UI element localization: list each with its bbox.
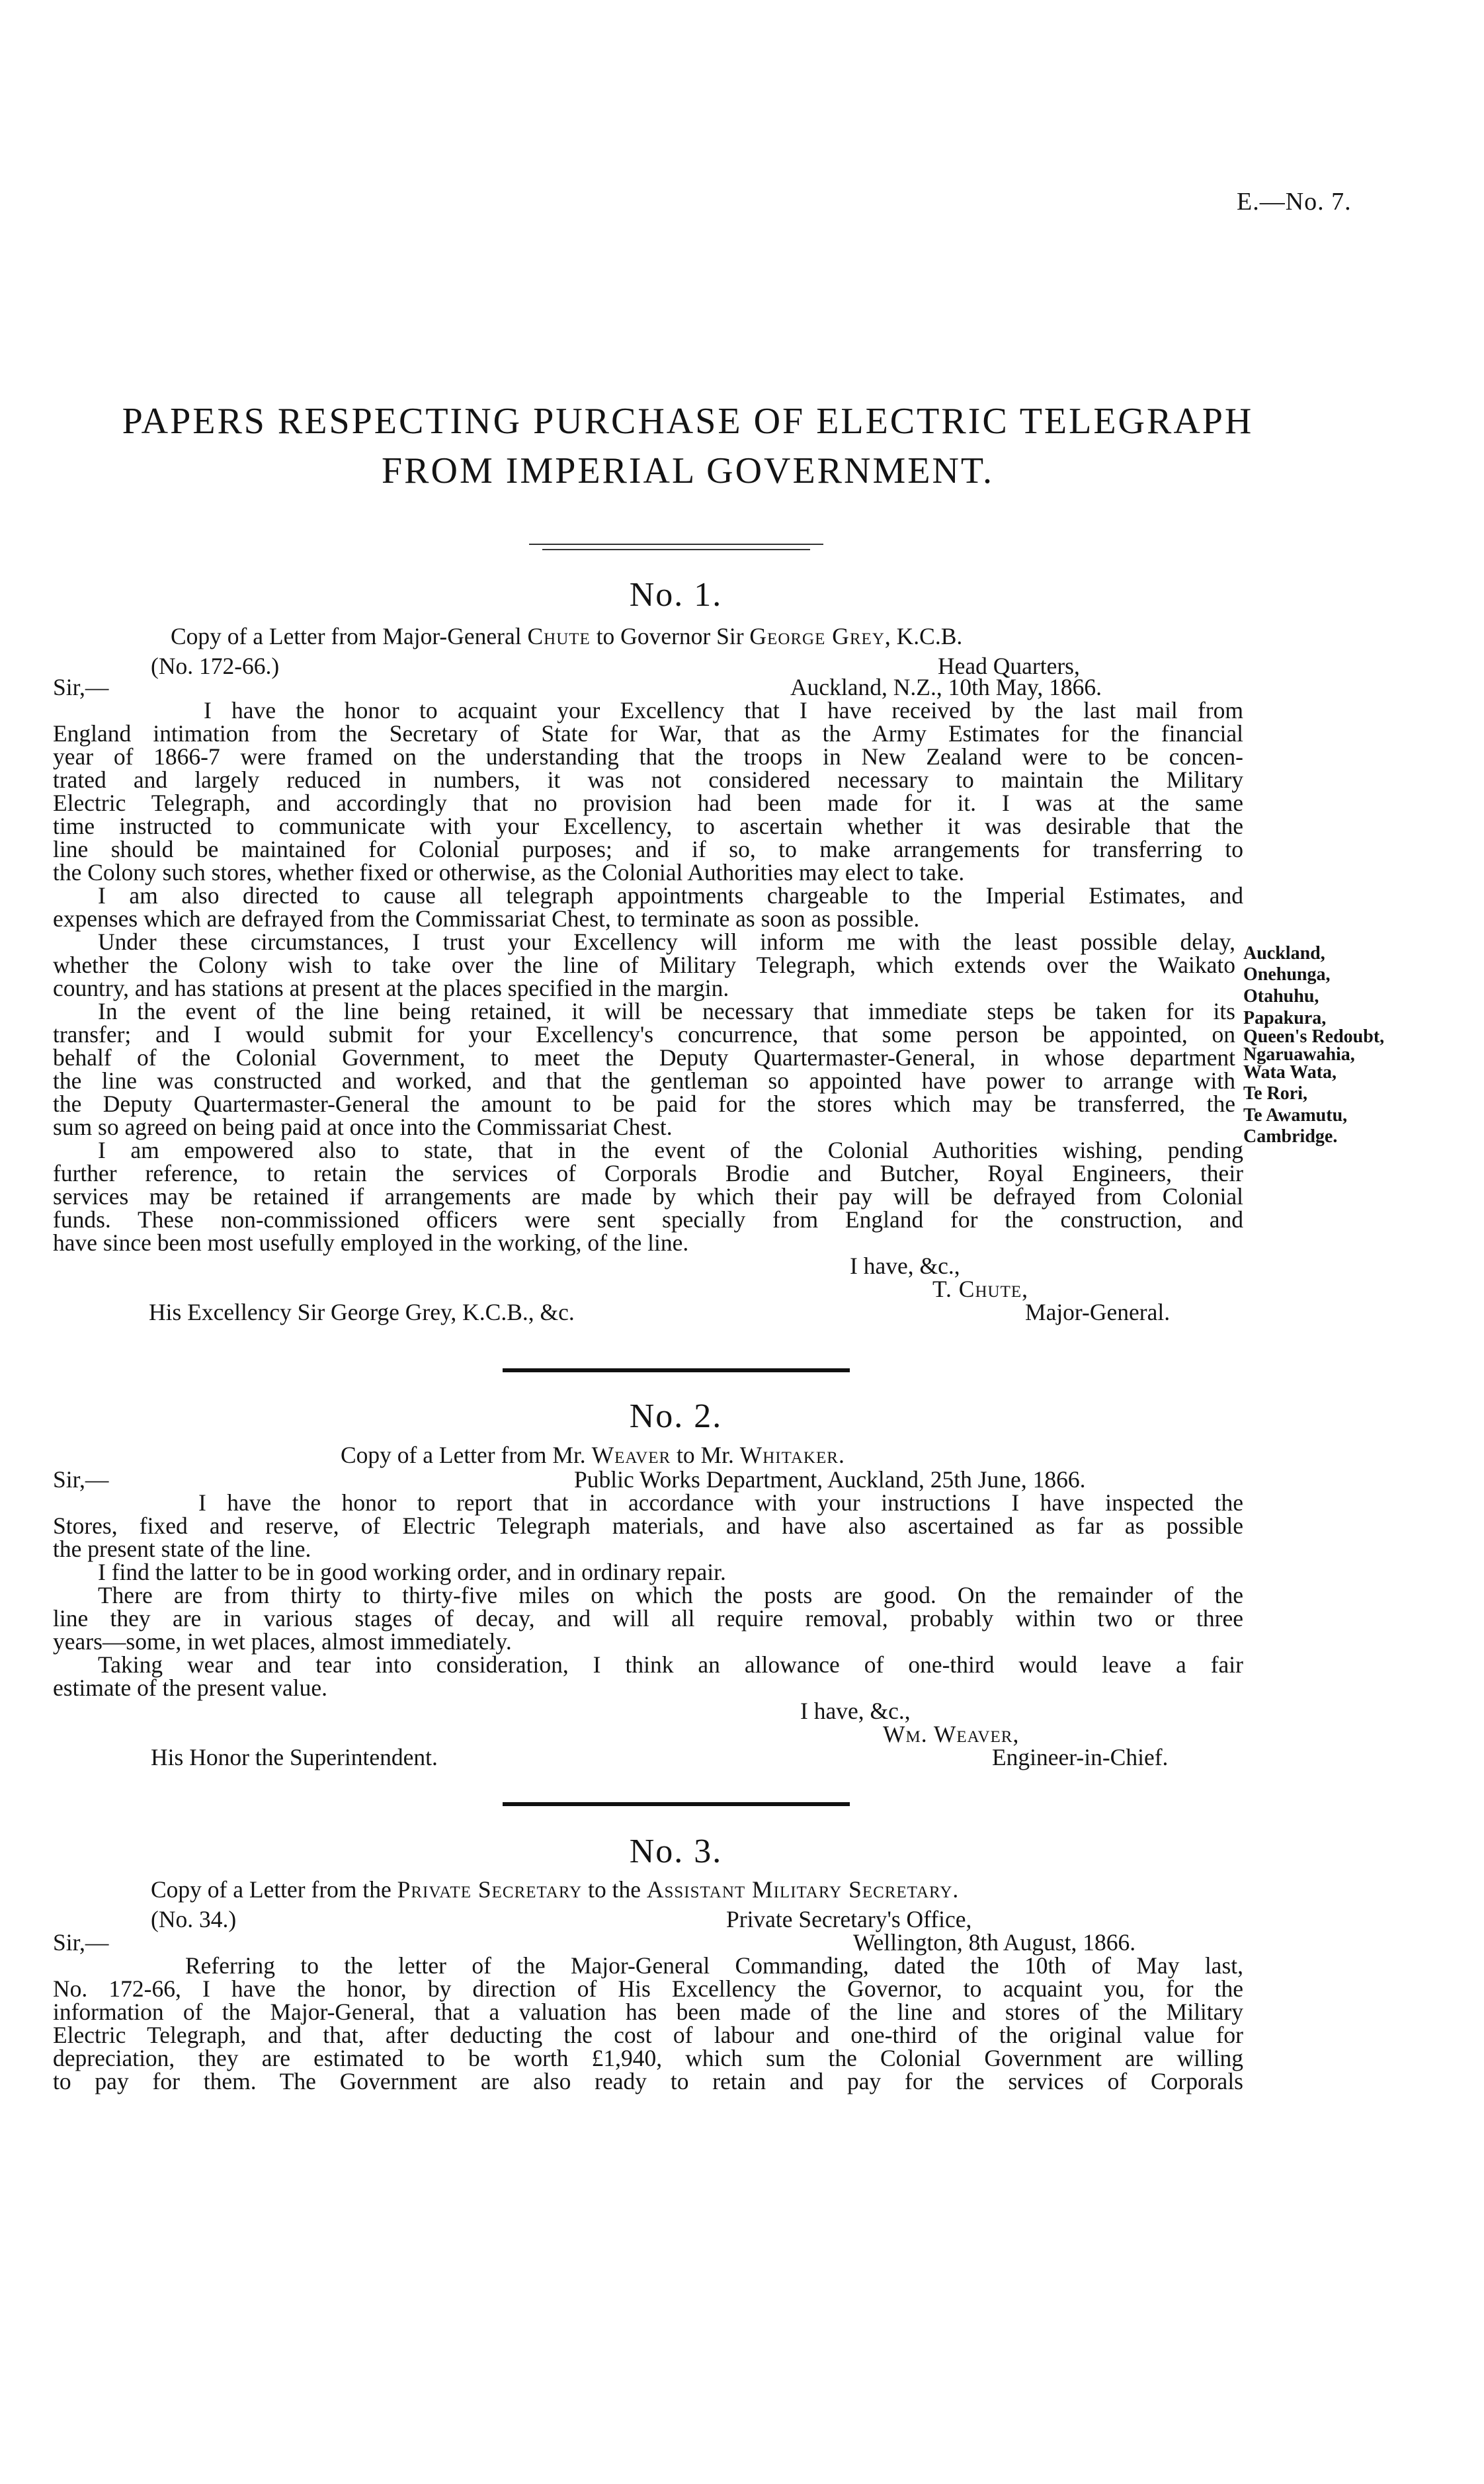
letter-3-place-1: Private Secretary's Office, <box>726 1906 972 1932</box>
letter-1-signature: T. Chute, <box>932 1276 1029 1302</box>
letter-2-line: estimate of the present value. <box>53 1675 327 1701</box>
letter-1-line: Under these circumstances, I trust your Excellency will inform me with the least possible delay, <box>98 929 1235 955</box>
page-reference: E.—No. 7. <box>1237 188 1352 216</box>
margin-station: Auckland, <box>1243 943 1325 964</box>
letter-1-line: funds. These non-commissioned officers were sent specially from England for the construction, and <box>53 1206 1243 1233</box>
letter-1-line: have since been most usefully employed in the working, of the line. <box>53 1229 689 1256</box>
letter-1-line: behalf of the Colonial Government, to meet the Deputy Quartermaster-General, in whose department <box>53 1044 1235 1071</box>
letter-1-salutation: Sir,— <box>53 674 109 700</box>
margin-station: Te Rori, <box>1243 1083 1307 1104</box>
letter-1-addressee: His Excellency Sir George Grey, K.C.B., &c. <box>149 1299 575 1325</box>
margin-station: Otahuhu, <box>1243 986 1319 1007</box>
letter-1-number: No. 1. <box>629 576 723 614</box>
letter-1-line: expenses which are defrayed from the Commissariat Chest, to terminate as soon as possible. <box>53 905 920 932</box>
letter-3-line: to pay for them. The Government are also ready to retain and pay for the services of Corporals <box>53 2068 1243 2094</box>
letter-1-line: Electric Telegraph, and accordingly that no provision had been made for it. I was at the same <box>53 790 1243 816</box>
letter-1-heading: Copy of a Letter from Major-General Chute to Governor Sir George Grey, K.C.B. <box>171 623 963 649</box>
letter-1-line: country, and has stations at present at the places specified in the margin. <box>53 975 729 1001</box>
letter-1-line: I have the honor to acquaint your Excellency that I have received by the last mail from <box>204 697 1243 724</box>
letter-3-heading: Copy of a Letter from the Private Secretary to the Assistant Military Secretary. <box>151 1876 959 1903</box>
letter-1-place-2: Auckland, N.Z., 10th May, 1866. <box>790 674 1102 700</box>
title-divider-lower <box>542 549 810 550</box>
document-title-line-2: FROM IMPERIAL GOVERNMENT. <box>382 450 994 491</box>
letter-1-place-1: Head Quarters, <box>938 653 1080 679</box>
letter-3-from: Private Secretary <box>397 1876 583 1903</box>
letter-2-salutation: Sir,— <box>53 1466 109 1493</box>
letter-1-line: the line was constructed and worked, and that the gentleman so appointed have power to arrange with <box>53 1067 1235 1094</box>
letter-3-line: depreciation, they are estimated to be worth £1,940, which sum the Colonial Government are willing <box>53 2045 1243 2071</box>
letter-3-to: Assistant Military Secretary <box>646 1876 953 1903</box>
letter-2-line: There are from thirty to thirty-five miles on which the posts are good. On the remainder of the <box>98 1582 1243 1608</box>
letter-1-line: line should be maintained for Colonial purposes; and if so, to make arrangements for transferring to <box>53 836 1243 862</box>
letter-1-closing: I have, &c., <box>850 1253 960 1279</box>
letter-3-line: information of the Major-General, that a valuation has been made of the line and stores of the Military <box>53 1999 1243 2025</box>
section-divider <box>503 1368 850 1372</box>
section-divider <box>503 1802 850 1806</box>
letter-1-from: Chute <box>527 623 591 649</box>
title-divider <box>529 544 823 545</box>
margin-station: Onehunga, <box>1243 964 1331 985</box>
letter-1-line: England intimation from the Secretary of State for War, that as the Army Estimates for the financial <box>53 720 1243 747</box>
margin-station: Wata Wata, <box>1243 1062 1337 1083</box>
letter-3-line: Referring to the letter of the Major-General Commanding, dated the 10th of May last, <box>185 1952 1243 1979</box>
letter-1-line: sum so agreed on being paid at once into the Commissariat Chest. <box>53 1114 673 1140</box>
margin-station: Ngaruawahia, <box>1243 1044 1355 1065</box>
letter-1-line: whether the Colony wish to take over the line of Military Telegraph, which extends over the Waikato <box>53 952 1235 978</box>
letter-3-ref: (No. 34.) <box>151 1906 237 1932</box>
letter-2-from: Weaver <box>591 1442 671 1468</box>
margin-station: Cambridge. <box>1243 1126 1338 1147</box>
letter-1-line: I am empowered also to state, that in the event of the Colonial Authorities wishing, pending <box>98 1137 1243 1163</box>
letter-1-line: year of 1866-7 were framed on the understanding that the troops in New Zealand were to be concen- <box>53 743 1243 770</box>
margin-station: Papakura, <box>1243 1008 1327 1028</box>
letter-3-line: No. 172-66, I have the honor, by direction of His Excellency the Governor, to acquaint you, for the <box>53 1975 1243 2002</box>
letter-1-line: further reference, to retain the services of Corporals Brodie and Butcher, Royal Engineers, their <box>53 1160 1243 1186</box>
letter-2-closing: I have, &c., <box>800 1698 911 1724</box>
letter-2-place: Public Works Department, Auckland, 25th June, 1866. <box>574 1466 1086 1493</box>
letter-2-number: No. 2. <box>629 1397 723 1435</box>
letter-3-line: Electric Telegraph, and that, after deducting the cost of labour and one-third of the original value for <box>53 2022 1243 2048</box>
letter-3-number: No. 3. <box>629 1833 723 1870</box>
letter-1-line: time instructed to communicate with your Excellency, to ascertain whether it was desirable that the <box>53 813 1243 839</box>
margin-station: Te Awamutu, <box>1243 1105 1348 1126</box>
letter-1-to: George Grey <box>749 623 885 649</box>
letter-1-line: trated and largely reduced in numbers, it was not considered necessary to maintain the Military <box>53 766 1243 793</box>
document-title-line-1: PAPERS RESPECTING PURCHASE OF ELECTRIC TELEGRAPH <box>122 401 1254 442</box>
letter-2-line: line they are in various stages of decay, and will all require removal, probably within two or three <box>53 1605 1243 1632</box>
letter-1-line: transfer; and I would submit for your Excellency's concurrence, that some person be appointed, on <box>53 1021 1235 1048</box>
letter-2-line: Taking wear and tear into consideration, I think an allowance of one-third would leave a fair <box>98 1651 1243 1678</box>
letter-2-line: I find the latter to be in good working order, and in ordinary repair. <box>98 1559 726 1585</box>
letter-1-ref: (No. 172-66.) <box>151 653 280 679</box>
letter-2-addressee: His Honor the Superintendent. <box>151 1744 438 1770</box>
letter-1-rank: Major-General. <box>1025 1299 1171 1325</box>
letter-1-line: the Deputy Quartermaster-General the amount to be paid for the stores which may be transferred, the <box>53 1091 1235 1117</box>
letter-1-line: In the event of the line being retained, it will be necessary that immediate steps be taken for its <box>98 998 1235 1024</box>
letter-2-line: Stores, fixed and reserve, of Electric Telegraph materials, and have also ascertained as far as possible <box>53 1512 1243 1539</box>
letter-3-place-2: Wellington, 8th August, 1866. <box>853 1929 1136 1956</box>
letter-2-line: I have the honor to report that in accordance with your instructions I have inspected the <box>198 1489 1243 1516</box>
letter-3-salutation: Sir,— <box>53 1929 109 1956</box>
letter-1-line: services may be retained if arrangements are made by which their pay will be defrayed from Colonial <box>53 1183 1243 1210</box>
letter-1-line: the Colony such stores, whether fixed or otherwise, as the Colonial Authorities may elect to take. <box>53 859 965 886</box>
letter-2-rank: Engineer-in-Chief. <box>992 1744 1169 1770</box>
letter-1-line: I am also directed to cause all telegraph appointments chargeable to the Imperial Estimates, and <box>98 882 1243 909</box>
margin-station: Queen's Redoubt, <box>1243 1026 1385 1047</box>
letter-2-signature: Wm. Weaver, <box>883 1721 1020 1747</box>
letter-2-heading: Copy of a Letter from Mr. Weaver to Mr. Whitaker. <box>341 1442 845 1468</box>
letter-2-to: Whitaker <box>739 1442 839 1468</box>
letter-2-line: years—some, in wet places, almost immediately. <box>53 1628 512 1655</box>
letter-2-line: the present state of the line. <box>53 1536 311 1562</box>
